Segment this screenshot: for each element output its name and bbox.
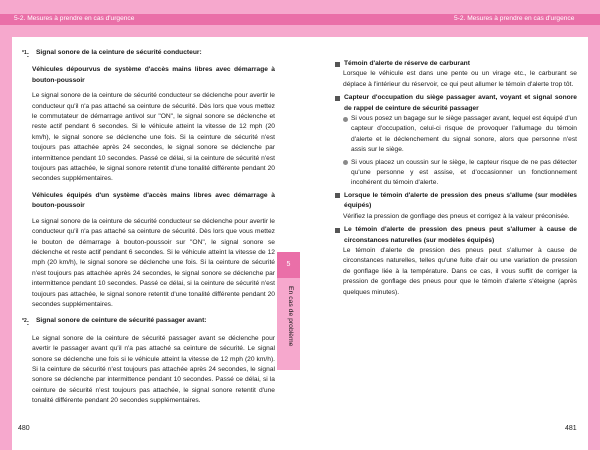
item-tire-on-body: Vérifiez la pression de gonflage des pneus et corrigez à la valeur préconisée. — [343, 212, 570, 220]
subheading-smart-key: Véhicules équipés d'un système d'accès mains libres avec démarrage à bouton-poussoir — [32, 191, 275, 210]
side-band-right — [588, 37, 600, 450]
square-bullet-icon — [335, 62, 340, 67]
bullet-cushion: Si vous placez un coussin sur le siège, le capteur risque de ne pas détecter qu'une personne y est assise, et d'occasionner un fonctionnement incohérent du témoin d'alerte. — [351, 158, 577, 187]
right-page — [300, 0, 600, 450]
item-tire-pressure-on — [335, 191, 577, 212]
item-tire-pressure-natural — [335, 225, 577, 246]
left-content — [22, 48, 275, 413]
item-fuel-title: Témoin d'alerte de réserve de carburant — [344, 60, 470, 67]
page-number-right: 481 — [565, 425, 577, 432]
item-tire-on-title: Lorsque le témoin d'alerte de pression des pneus s'allume (sur modèles équipés) — [344, 191, 577, 210]
bullet-item — [335, 158, 577, 189]
item-fuel-warning — [335, 59, 577, 69]
square-bullet-icon — [335, 193, 340, 198]
item-fuel-body: Lorsque le véhicule est dans une pente ou un virage etc., le carburant se déplace à l'intérieur du réservoir, ce qui peut allumer le témoin d'alerte trop tôt. — [343, 70, 577, 88]
page-number-left: 480 — [18, 425, 30, 432]
footnote-mark-1: $^{*1}$: — [22, 50, 30, 59]
side-band-left — [0, 37, 12, 450]
footnote-2 — [22, 316, 275, 329]
bullet-item — [335, 114, 577, 156]
footnote-mark-2: $^{*2}$: — [22, 318, 30, 328]
item-tire-natural-body: Le témoin d'alerte de pression des pneus peut s'allumer à cause de circonstances naturelles, telles qu'une fuite d'air ou une variation de pression de gonflage liée à la température. Dans ce cas, il vous suffit de corriger la pression de gonflage des pneus pour que le témoin d'alerte s'éteigne (après quelques minutes). — [343, 246, 577, 296]
item-occupant-sensor — [335, 93, 577, 114]
right-content — [335, 58, 577, 301]
circle-bullet-icon — [343, 117, 348, 122]
section-tab-label: En cas de problème — [287, 286, 294, 347]
paragraph-passenger-belt: Le signal sonore de la ceinture de sécurité passager avant se déclenche pour avertir le passager avant qu'il n'a pas attaché sa ceinture de sécurité. Le signal sonore se déclenche une fois si le véhicule atteint la vitesse de 12 mph (20 km/h). Si la ceinture de sécurité n'est toujours pas attachée après 24 secondes, le signal sonore se déclenche par intermittence pendant 10 secondes. Passé ce délai, si la ceinture de sécurité n'est toujours pas attachée, le signal sonore retentit d'une tonalité différente pendant 20 secondes supplémentaires. — [32, 334, 275, 405]
page-header-left: 5-2. Mesures à prendre en cas d'urgence — [14, 15, 135, 22]
footnote-1-body — [22, 65, 275, 310]
footnote-2-title: Signal sonore de ceinture de sécurité passager avant: — [36, 317, 207, 325]
footnote-1 — [22, 48, 275, 61]
subheading-no-smart-key: Véhicules dépourvus de système d'accès mains libres avec démarrage à bouton-poussoir — [32, 66, 275, 84]
section-number-tab: 5 — [277, 252, 300, 278]
circle-bullet-icon — [343, 160, 348, 165]
footnote-1-title: Signal sonore de la ceinture de sécurité conducteur: — [36, 49, 202, 56]
square-bullet-icon — [335, 96, 340, 101]
bullet-luggage: Si vous posez un bagage sur le siège passager avant, lequel est équipé d'un capteur d'occupation, celui-ci risque de provoquer l'allumage du témoin d'alerte et le déclenchement du signal sonore, alors que personne n'est assis sur le siège. — [351, 115, 577, 154]
item-tire-natural-title: Le témoin d'alerte de pression des pneus peut s'allumer à cause de circonstances naturelles (sur modèles équipés) — [344, 226, 577, 244]
footnote-2-body — [22, 334, 275, 407]
item-occupant-title: Capteur d'occupation du siège passager avant, voyant et signal sonore de rappel de ceinture de sécurité passager — [344, 94, 577, 112]
paragraph-driver-belt-1: Le signal sonore de la ceinture de sécurité conducteur se déclenche pour avertir le conducteur qu'il n'a pas attaché sa ceinture de sécurité. Dès lors que vous mettez le commutateur de démarrage antivol sur "ON", le signal sonore se déclenche et reste actif pendant 6 secondes. Si le véhicule atteint la vitesse de 12 mph (20 km/h), le signal sonore se déclenche une fois. Si la ceinture de sécurité n'est toujours pas attachée après 24 secondes, le signal sonore se déclenche par intermittence pendant 10 secondes. Passé ce délai, si la ceinture de sécurité n'est toujours pas attachée, le signal sonore retentit d'une tonalité différente pendant 20 secondes supplémentaires. — [32, 92, 275, 183]
paragraph-driver-belt-2: Le signal sonore de la ceinture de sécurité conducteur se déclenche pour avertir le conducteur qu'il n'a pas attaché sa ceinture de sécurité. Dès lors que vous mettez le bouton de démarrage à bouton-poussoir sur "ON", le signal sonore se déclenche et reste actif pendant 6 secondes. Si le véhicule atteint la vitesse de 12 mph (20 km/h), le signal sonore se déclenche une fois. Si la ceinture de sécurité n'est toujours pas attachée après 24 secondes, le signal sonore se déclenche par intermittence pendant 10 secondes. Passé ce délai, si la ceinture de sécurité n'est toujours pas attachée, le signal sonore retentit d'une tonalité différente pendant 20 secondes supplémentaires. — [32, 217, 275, 308]
page-header-right: 5-2. Mesures à prendre en cas d'urgence — [454, 15, 575, 22]
square-bullet-icon — [335, 228, 340, 233]
